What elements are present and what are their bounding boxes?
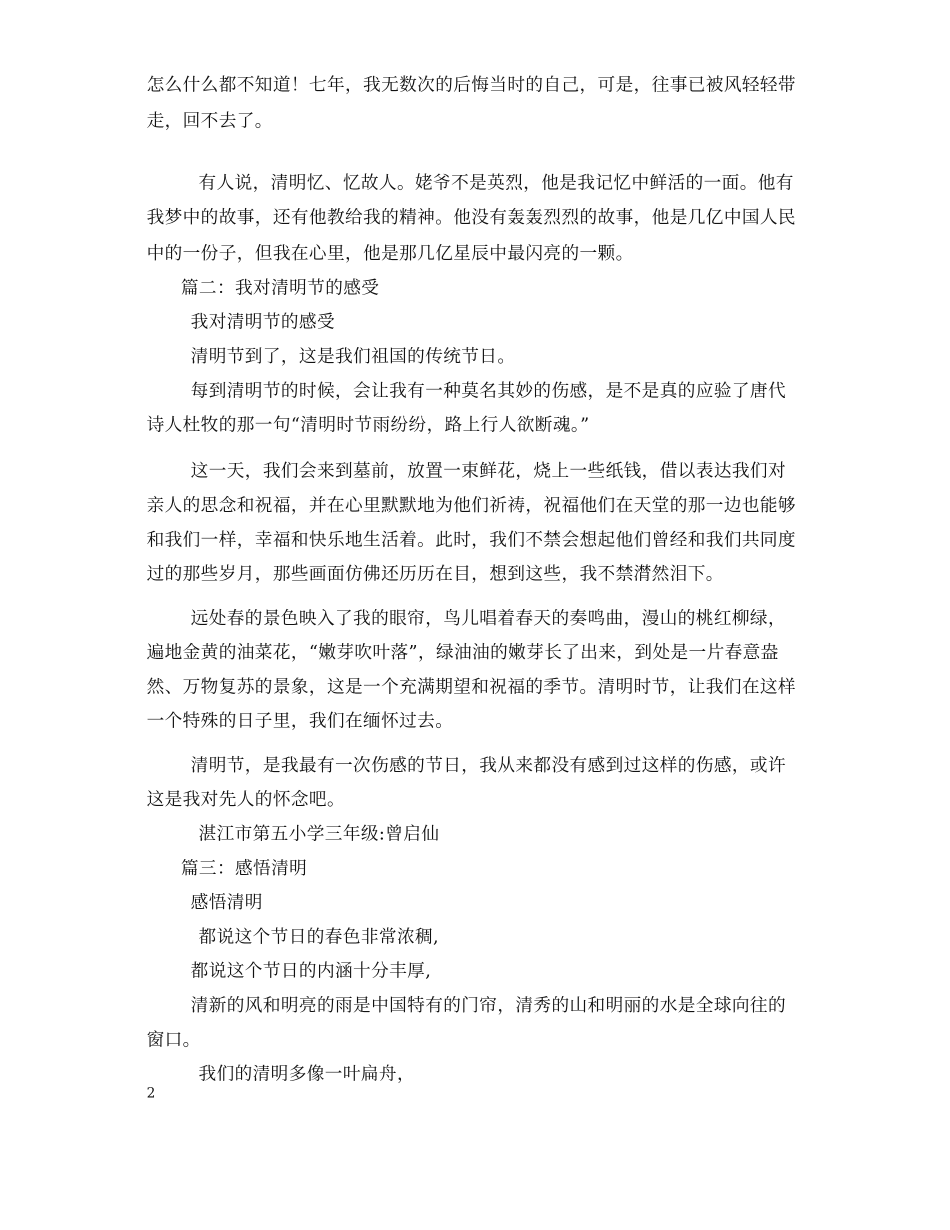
text-line: 中的一份子，但我在心里，他是那几亿星辰中最闪亮的一颗。 bbox=[146, 243, 634, 264]
section-heading: 篇二：我对清明节的感受 bbox=[180, 277, 380, 299]
page-number: 2 bbox=[146, 1085, 156, 1102]
text-line: 窗口。 bbox=[146, 1029, 201, 1051]
text-line: 每到清明节的时候，会让我有一种莫名其妙的伤感，是不是真的应验了唐代 bbox=[190, 380, 786, 402]
text-line: 怎么什么都不知道！七年，我无数次的后悔当时的自己，可是，往事已被风轻轻带 bbox=[146, 74, 796, 96]
text-line: 一个特殊的日子里，我们在缅怀过去。 bbox=[146, 711, 454, 732]
document-page bbox=[9, 0, 940, 1165]
text-line: 和我们一样，幸福和快乐地生活着。此时，我们不禁会想起他们曾经和我们共同度 bbox=[146, 529, 796, 551]
text-line: 过的那些岁月，那些画面仿佛还历历在目，想到这些，我不禁潸然泪下。 bbox=[146, 563, 724, 585]
author-line: 湛江市第五小学三年级:曾启仙 bbox=[198, 823, 440, 845]
text-line: 这是我对先人的怀念吧。 bbox=[146, 789, 346, 811]
text-line: 亲人的思念和祝福，并在心里默默地为他们祈祷，祝福他们在天堂的那一边也能够 bbox=[146, 495, 796, 516]
text-line: 清新的风和明亮的雨是中国特有的门帘，清秀的山和明丽的水是全球向往的 bbox=[190, 995, 786, 1016]
text-line: 遍地金黄的油菜花，“嫩芽吹叶落”，绿油油的嫩芽长了出来，到处是一片春意盎 bbox=[146, 642, 779, 663]
text-line: 我们的清明多像一叶扁舟， bbox=[198, 1063, 416, 1085]
text-line: 这一天，我们会来到墓前，放置一束鲜花，烧上一些纸钱，借以表达我们对 bbox=[190, 461, 786, 482]
section-title: 我对清明节的感受 bbox=[190, 312, 336, 333]
text-line: 都说这个节日的内涵十分丰厚, bbox=[190, 961, 432, 982]
text-line: 远处春的景色映入了我的眼帘，鸟儿唱着春天的奏鸣曲，漫山的桃红柳绿， bbox=[190, 608, 786, 629]
text-line: 走，回不去了。 bbox=[146, 111, 273, 132]
text-line: 我梦中的故事，还有他教给我的精神。他没有轰轰烈烈的故事，他是几亿中国人民 bbox=[146, 207, 796, 228]
section-heading: 篇三：感悟清明 bbox=[180, 858, 308, 879]
section-title: 感悟清明 bbox=[190, 892, 263, 913]
text-line: 都说这个节日的春色非常浓稠, bbox=[198, 926, 440, 948]
text-line: 然、万物复苏的景象，这是一个充满期望和祝福的季节。清明时节，让我们在这样 bbox=[146, 676, 796, 698]
text-line: 诗人杜牧的那一句“清明时节雨纷纷，路上行人欲断魂。” bbox=[146, 414, 590, 436]
text-line: 清明节到了，这是我们祖国的传统节日。 bbox=[190, 346, 516, 367]
text-line: 清明节，是我最有一次伤感的节日，我从来都没有感到过这样的伤感，或许 bbox=[190, 755, 786, 776]
text-line: 有人说，清明忆、忆故人。姥爷不是英烈，他是我记忆中鲜活的一面。他有 bbox=[198, 172, 794, 194]
